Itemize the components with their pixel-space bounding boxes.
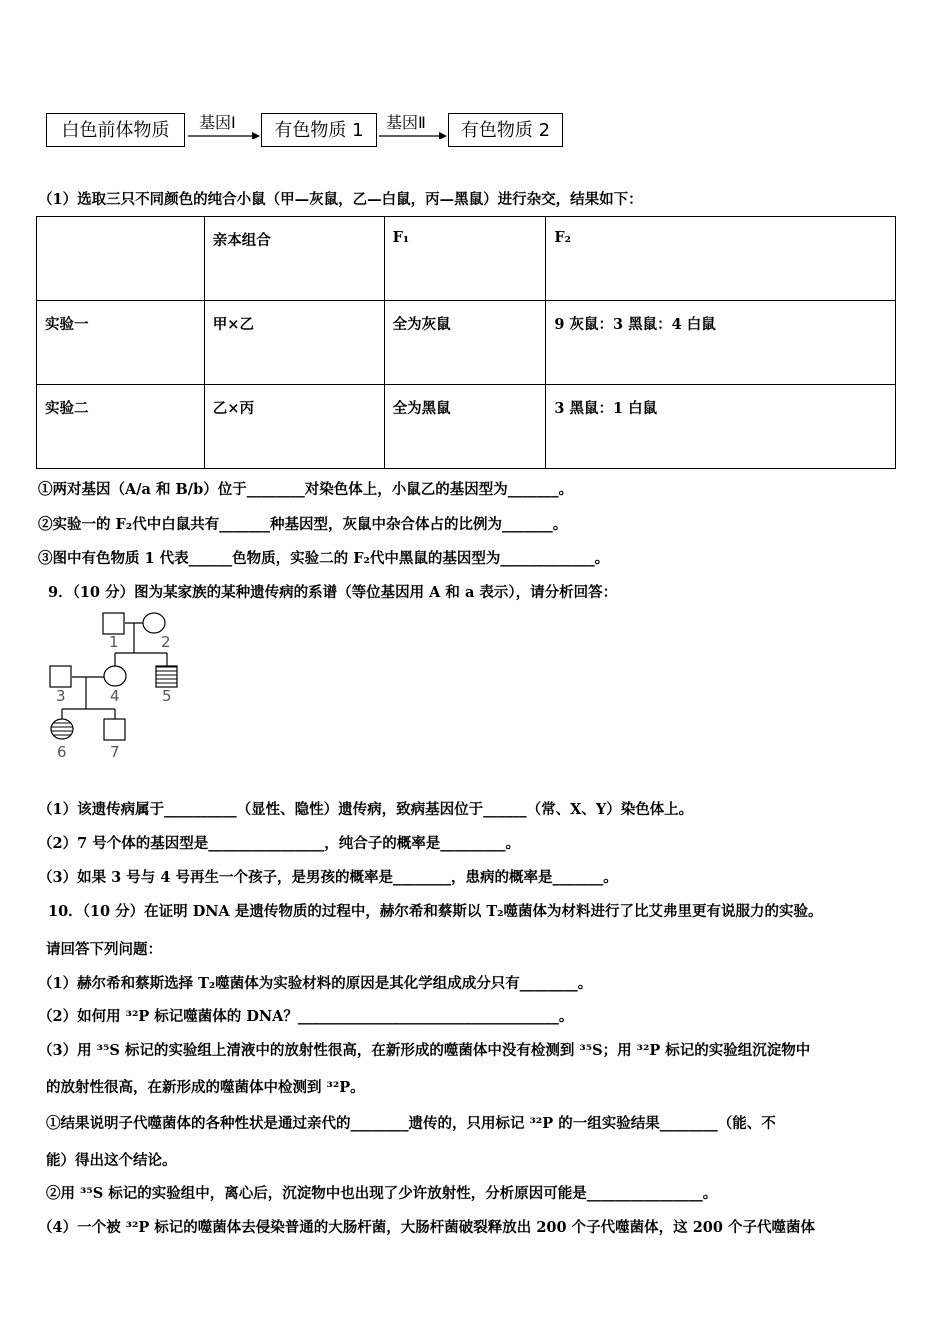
experiment-table: [36, 216, 896, 469]
pedigree-individual-4: [104, 666, 126, 686]
pedigree-label-6: 6: [57, 743, 67, 761]
q10-title: 10．（10 分）在证明 DNA 是遗传物质的过程中，赫尔希和蔡斯以 T₂噬菌体为材料进行了比艾弗里更有说服力的实验。: [48, 903, 823, 920]
q10-line-1: 请回答下列问题：: [46, 941, 162, 958]
table-cell: 实验二: [37, 385, 205, 469]
pedigree-individual-7: [104, 719, 125, 740]
table-cell: 全为黑鼠: [384, 385, 546, 469]
table-header-cell: [37, 217, 205, 301]
q10-line-5: 的放射性很高，在新形成的噬菌体中检测到 ³²P。: [46, 1079, 365, 1096]
pedigree-chart: [40, 605, 200, 765]
q1-sub-1: ①两对基因（A/a 和 B/b）位于________对染色体上，小鼠乙的基因型为_______。: [38, 481, 573, 498]
q9-part-2: （2）7 号个体的基因型是________________，纯合子的概率是_________。: [38, 835, 520, 852]
table-cell: 9 灰鼠：3 黑鼠：4 白鼠: [546, 301, 896, 385]
q10-line-7: 能）得出这个结论。: [46, 1152, 177, 1169]
pedigree-label-7: 7: [110, 743, 120, 761]
q1-sub-2: ②实验一的 F₂代中白鼠共有_______种基因型，灰鼠中杂合体占的比例为_______。: [38, 516, 568, 533]
table-header-cell: F₁: [384, 217, 546, 301]
pedigree-label-4: 4: [110, 687, 120, 705]
table-header-row: [37, 217, 896, 301]
q9-part-3: （3）如果 3 号与 4 号再生一个孩子，是男孩的概率是________，患病的概率是_______。: [38, 869, 618, 886]
pedigree-label-5: 5: [162, 687, 172, 705]
pathway-arrow-1: [186, 125, 262, 139]
q9-title: 9．（10 分）图为某家族的某种遗传病的系谱（等位基因用 A 和 a 表示），请分析回答：: [48, 584, 618, 601]
pathway-arrow-2: [377, 125, 449, 139]
q10-line-8: ②用 ³⁵S 标记的实验组中，离心后，沉淀物中也出现了少许放射性，分析原因可能是________________。: [46, 1185, 718, 1202]
pedigree-label-1: 1: [109, 633, 119, 651]
pedigree-individual-6-affected: [51, 719, 73, 739]
q9-part-1: （1）该遗传病属于__________（显性、隐性）遗传病，致病基因位于______（常、X、Y）染色体上。: [38, 801, 694, 818]
table-row: [37, 385, 896, 469]
q10-line-9: （4）一个被 ³²P 标记的噬菌体去侵染普通的大肠杆菌，大肠杆菌破裂释放出 200 个子代噬菌体，这 200 个子代噬菌体: [38, 1219, 816, 1236]
table-cell: 全为灰鼠: [384, 301, 546, 385]
q10-line-6: ①结果说明子代噬菌体的各种性状是通过亲代的________遗传的，只用标记 ³²P 的一组实验结果________（能、不: [46, 1115, 776, 1132]
table-row: [37, 301, 896, 385]
q10-line-4: （3）用 ³⁵S 标记的实验组上清液中的放射性很高，在新形成的噬菌体中没有检测到 ³⁵S；用 ³²P 标记的实验组沉淀物中: [38, 1042, 811, 1059]
pedigree-individual-1: [103, 613, 124, 634]
table-header-cell: F₂: [546, 217, 896, 301]
pathway-arrow2-label: 基因Ⅱ: [386, 113, 426, 132]
q10-line-2: （1）赫尔希和蔡斯选择 T₂噬菌体为实验材料的原因是其化学组成成分只有________。: [38, 975, 593, 992]
q1-intro: （1）选取三只不同颜色的纯合小鼠（甲—灰鼠，乙—白鼠，丙—黑鼠）进行杂交，结果如下：: [38, 191, 643, 208]
pedigree-individual-2: [143, 613, 165, 633]
pedigree-individual-5-affected: [156, 666, 177, 687]
q1-sub-3: ③图中有色物质 1 代表______色物质，实验二的 F₂代中黑鼠的基因型为_____________。: [38, 550, 610, 567]
pathway-arrow1-label: 基因Ⅰ: [199, 113, 236, 132]
q10-line-3: （2）如何用 ³²P 标记噬菌体的 DNA？____________________________________。: [38, 1008, 574, 1025]
table-cell: 实验一: [37, 301, 205, 385]
pathway-box-pigment-2: 有色物质 2: [448, 113, 563, 147]
pathway-box-precursor: 白色前体物质: [46, 113, 185, 147]
table-header-cell: 亲本组合: [204, 217, 384, 301]
table-cell: 甲×乙: [204, 301, 384, 385]
pedigree-label-3: 3: [56, 687, 66, 705]
pedigree-individual-3: [50, 666, 71, 687]
table-cell: 3 黑鼠：1 白鼠: [546, 385, 896, 469]
pathway-box-pigment-1: 有色物质 1: [261, 113, 377, 147]
table-cell: 乙×丙: [204, 385, 384, 469]
pedigree-label-2: 2: [161, 633, 171, 651]
